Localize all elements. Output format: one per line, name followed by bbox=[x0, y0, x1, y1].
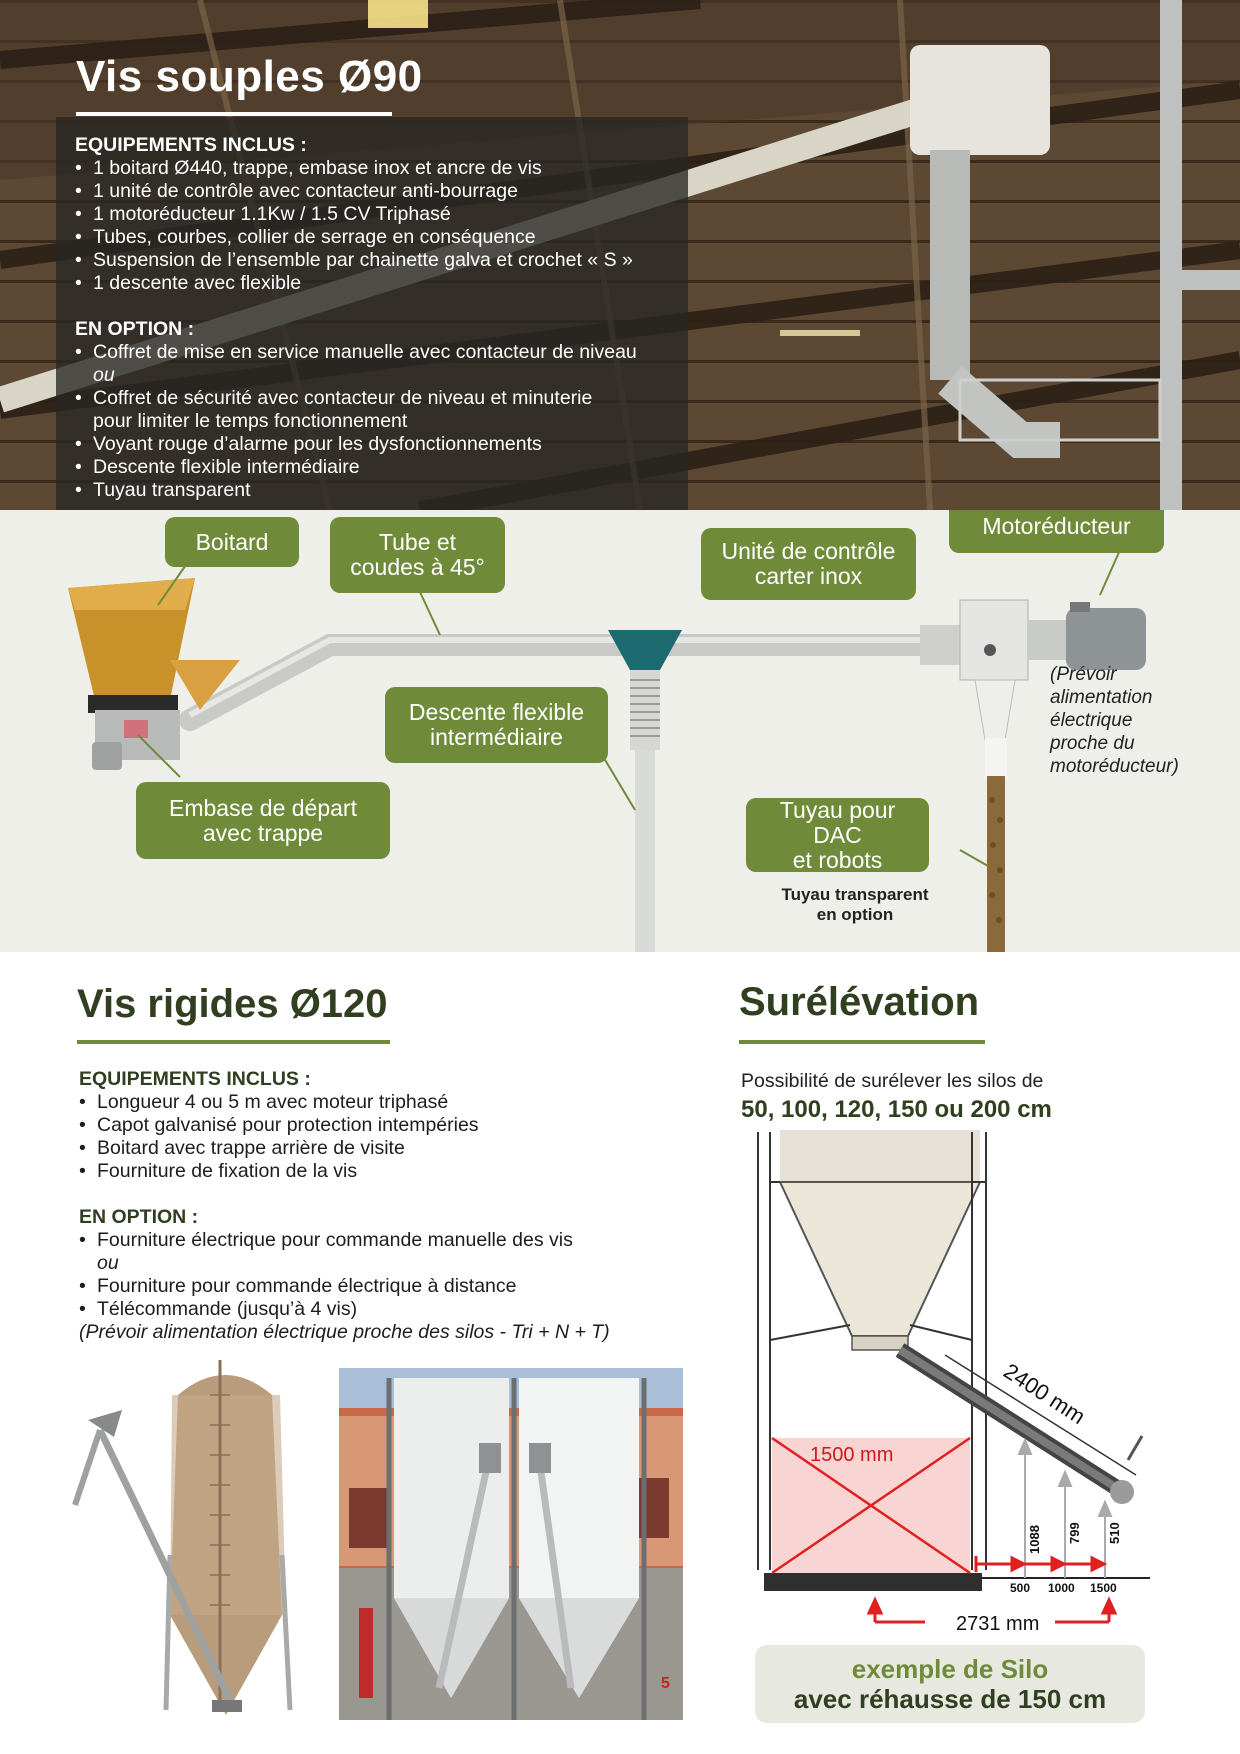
title-underline bbox=[76, 112, 392, 116]
silos-photo bbox=[339, 1368, 683, 1720]
rigid-included-list bbox=[79, 1091, 689, 1183]
rigid-option-list-2 bbox=[79, 1275, 689, 1321]
label-base-line1: Embase de départ bbox=[169, 794, 357, 821]
transparent-note-line2: en option bbox=[816, 905, 894, 924]
list-item: • 1 motoréducteur 1.1Kw / 1.5 CV Triphasé bbox=[75, 203, 687, 226]
dim-d2: 1000 bbox=[1048, 1581, 1075, 1595]
list-item: • 1 descente avec flexible bbox=[75, 272, 687, 295]
dim-h1: 1088 bbox=[1027, 1525, 1042, 1554]
list-item: • Fourniture pour commande électrique à distance bbox=[79, 1275, 689, 1298]
label-dac bbox=[746, 798, 929, 872]
list-item-continuation: pour limiter le temps fonctionnement bbox=[93, 410, 408, 432]
dim-h2: 799 bbox=[1067, 1522, 1082, 1544]
elevation-drawing bbox=[750, 1130, 1170, 1630]
label-dac-line1: Tuyau pour DAC bbox=[779, 796, 896, 848]
label-control-line2: carter inox bbox=[754, 563, 863, 589]
label-flex-descent bbox=[385, 687, 608, 763]
label-base bbox=[136, 782, 390, 859]
option-heading: EN OPTION : bbox=[75, 318, 195, 340]
list-item: • Fourniture électrique pour commande manuelle des vis bbox=[79, 1229, 689, 1252]
rigid-power-note: (Prévoir alimentation électrique proche des silos - Tri + N + T) bbox=[79, 1321, 610, 1343]
example-line2: avec réhausse de 150 cm bbox=[793, 1684, 1107, 1714]
label-tube-line2: coudes à 45° bbox=[350, 554, 485, 580]
rigid-title-underline bbox=[77, 1040, 390, 1044]
list-item: • Capot galvanisé pour protection intempéries bbox=[79, 1114, 689, 1137]
label-boitard: Boitard bbox=[165, 517, 299, 567]
dim-d1: 500 bbox=[1010, 1581, 1031, 1595]
list-item: • Coffret de sécurité avec contacteur de niveau et minuterie bbox=[75, 387, 687, 410]
power-note-line: proche du bbox=[1050, 733, 1135, 754]
elevation-intro: Possibilité de surélever les silos de bbox=[741, 1070, 1044, 1092]
transparent-note bbox=[760, 885, 950, 925]
rigid-equipment-list bbox=[79, 1068, 689, 1344]
power-note bbox=[1050, 663, 1235, 778]
elevation-heights: 50, 100, 120, 150 ou 200 cm bbox=[741, 1096, 1052, 1123]
or-text: ou bbox=[93, 364, 115, 386]
label-tube bbox=[330, 517, 505, 593]
elevation-title-underline bbox=[739, 1040, 985, 1044]
power-note-line: motoréducteur) bbox=[1050, 756, 1179, 777]
list-item: • Descente flexible intermédiaire bbox=[75, 456, 687, 479]
rigid-option-heading: EN OPTION : bbox=[79, 1206, 199, 1228]
dim-h3: 510 bbox=[1107, 1522, 1122, 1544]
power-note-line: électrique bbox=[1050, 710, 1133, 731]
included-list bbox=[75, 157, 687, 295]
rigid-option-list bbox=[79, 1229, 689, 1252]
or-text: ou bbox=[97, 1252, 119, 1274]
flexible-screw-diagram bbox=[0, 510, 1240, 952]
hero-section bbox=[0, 0, 1240, 510]
list-item: • 1 boitard Ø440, trappe, embase inox et ancre de vis bbox=[75, 157, 687, 180]
elevation-title: Surélévation bbox=[739, 980, 980, 1024]
dim-raise: 1500 mm bbox=[810, 1444, 894, 1466]
transparent-note-line1: Tuyau transparent bbox=[781, 885, 929, 904]
list-item: • Boitard avec trappe arrière de visite bbox=[79, 1137, 689, 1160]
list-item: • Voyant rouge d’alarme pour les dysfonctionnements bbox=[75, 433, 687, 456]
label-tube-line1: Tube et bbox=[378, 529, 457, 555]
silo-drawing bbox=[70, 1355, 300, 1715]
label-motor: Motoréducteur bbox=[949, 510, 1164, 553]
power-note-line: (Prévoir bbox=[1050, 664, 1117, 685]
photo-mark: 5 bbox=[661, 1675, 670, 1692]
list-item: • 1 unité de contrôle avec contacteur anti-bourrage bbox=[75, 180, 687, 203]
list-item: • Suspension de l’ensemble par chainette galva et crochet « S » bbox=[75, 249, 687, 272]
example-caption bbox=[755, 1645, 1145, 1723]
list-item: • Longueur 4 ou 5 m avec moteur triphasé bbox=[79, 1091, 689, 1114]
dim-total: 2731 mm bbox=[956, 1613, 1040, 1630]
power-note-line: alimentation bbox=[1050, 687, 1153, 708]
label-flex-line2: intermédiaire bbox=[430, 724, 563, 750]
list-item: • Télécommande (jusqu’à 4 vis) bbox=[79, 1298, 689, 1321]
list-item: • Tuyau transparent bbox=[75, 479, 687, 502]
page-title: Vis souples Ø90 bbox=[76, 52, 423, 101]
rigid-included-heading: EQUIPEMENTS INCLUS : bbox=[79, 1068, 311, 1090]
option-list-3 bbox=[75, 433, 687, 502]
list-item: • Tubes, courbes, collier de serrage en conséquence bbox=[75, 226, 687, 249]
label-control-unit bbox=[701, 528, 916, 600]
dim-screw: 2400 mm bbox=[999, 1358, 1090, 1430]
label-flex-line1: Descente flexible bbox=[408, 699, 585, 725]
list-item: • Coffret de mise en service manuelle avec contacteur de niveau bbox=[75, 341, 687, 364]
dim-d3: 1500 bbox=[1090, 1581, 1117, 1595]
hero-equipment-list bbox=[75, 134, 687, 502]
option-list bbox=[75, 341, 687, 364]
option-list-2 bbox=[75, 387, 687, 410]
example-line1: exemple de Silo bbox=[851, 1654, 1049, 1684]
rigid-title: Vis rigides Ø120 bbox=[77, 982, 388, 1026]
label-base-line2: avec trappe bbox=[202, 819, 324, 846]
label-dac-line2: et robots bbox=[792, 846, 883, 873]
list-item: • Fourniture de fixation de la vis bbox=[79, 1160, 689, 1183]
label-control-line1: Unité de contrôle bbox=[721, 538, 896, 564]
included-heading: EQUIPEMENTS INCLUS : bbox=[75, 134, 307, 156]
